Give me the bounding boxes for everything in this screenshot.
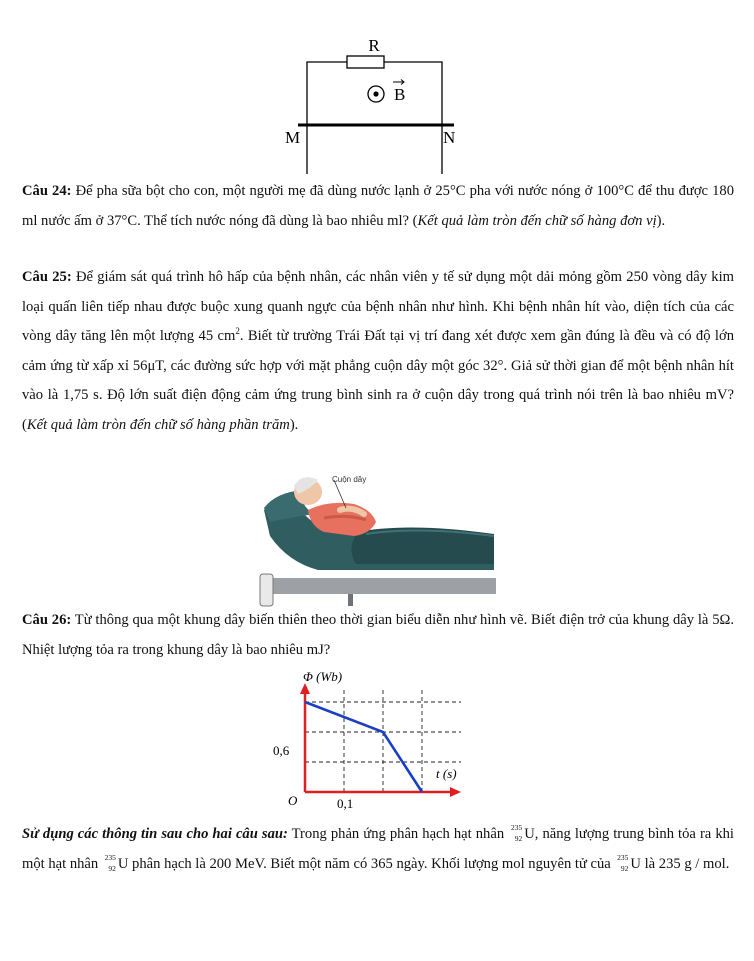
patient-illustration — [258, 470, 496, 606]
molar-mass: 235 g / mol — [658, 855, 726, 872]
area-increase: 45 cm — [198, 328, 236, 344]
field-angle: 32° — [483, 357, 504, 374]
frame-resistance: 5Ω — [712, 612, 731, 628]
question-25: Câu 25: Để giám sát quá trình hô hấp của bệnh nhân, các nhân viên y tế sử dụng một dải mỏng gồm 250 vòng dây kim loại quấn liên tiếp nhau được buộc xung quanh ngực của bệnh nhân như hình. Khi bệnh nhân hít vào, diện tích của các vòng dây tăng lên một lượng 45 $cm^2$. Biết từ trường Trái Đất tại vị trí đang xét được xem gần đúng là đều và có độ lớn cảm ứng từ xấp xỉ 56μT, các đường sức hợp với mặt phẳng cuộn dây một góc 32°. Giả sử thời gian để một bệnh nhân hít vào là 1,75 s. Độ lớn suất điện động cảm ứng trung bình sinh ra ở cuộn dây trong quá trình nói trên là bao nhiêu mV? (Kết quả làm tròn đến chữ số hàng phần trăm). — [22, 269, 734, 433]
cold-water-temp: 25°C — [435, 183, 466, 199]
inhale-time: 1,75 s — [62, 387, 99, 403]
question-26: Câu 26: Từ thông qua một khung dây biến thiên theo thời gian biểu diễn như hình vẽ. Biết điện trở của khung dây là 5Ω. Nhiệt lượng tỏa ra trong khung dây là bao nhiêu mJ? — [22, 612, 734, 658]
x-axis-label: t (s) — [436, 766, 457, 781]
resistor — [347, 56, 384, 68]
rail-left-label: M — [285, 128, 301, 147]
question-26-label: Câu 26: — [22, 612, 72, 628]
x-tick-label: 0,1 — [337, 796, 354, 811]
coil-label: Cuộn dây — [332, 475, 367, 484]
rail-right-label: N — [443, 128, 456, 147]
y-axis-label: Φ (Wb) — [303, 669, 343, 684]
flux-time-chart — [268, 668, 468, 816]
rounding-note: Kết quả làm tròn đến chữ số hàng phần trăm — [26, 416, 290, 433]
field-label: B — [394, 85, 406, 104]
bed-rail — [260, 578, 496, 594]
warm-water-temp: 37°C — [106, 212, 138, 229]
nuclide-u235: 235 92 — [510, 823, 523, 843]
circuit-figure — [285, 32, 460, 174]
origin-label: O — [288, 793, 298, 808]
rounding-note: Kết quả làm tròn đến chữ số hàng đơn vị — [417, 212, 657, 229]
shared-lead: Sử dụng các thông tin sau cho hai câu sau: — [22, 826, 288, 842]
nuclide-u235: 235 92 — [617, 852, 629, 873]
question-25-label: Câu 25: — [22, 269, 72, 285]
y-tick-label: 0,6 — [273, 743, 290, 758]
field-magnitude: 56μT — [132, 357, 164, 374]
series-line — [305, 702, 422, 792]
hot-water-temp: 100°C — [596, 183, 634, 199]
nuclide-u235: 235 92 — [104, 852, 116, 873]
resistor-label: R — [368, 36, 380, 55]
question-24-label: Câu 24: — [22, 183, 72, 199]
question-24: Câu 24: Để pha sữa bột cho con, một người mẹ đã dùng nước lạnh ở 25°C pha với nước nóng ở 100°C để thu được 180 ml nước ấm ở 37°C. Thể tích nước nóng đã dùng là bao nhiêu ml? (Kết quả làm tròn đến chữ số hàng đơn vị). — [22, 183, 734, 229]
shared-info: Sử dụng các thông tin sau cho hai câu sau: Trong phản ứng phân hạch hạt nhân 235 92 U, năng lượng trung bình tỏa ra khi một hạt nhân 235 92 U phân hạch là 200 MeV. Biết một năm có 365 ngày. Khối lượng mol nguyên tử của 235 92 U là 235 g / mol. — [22, 823, 734, 873]
